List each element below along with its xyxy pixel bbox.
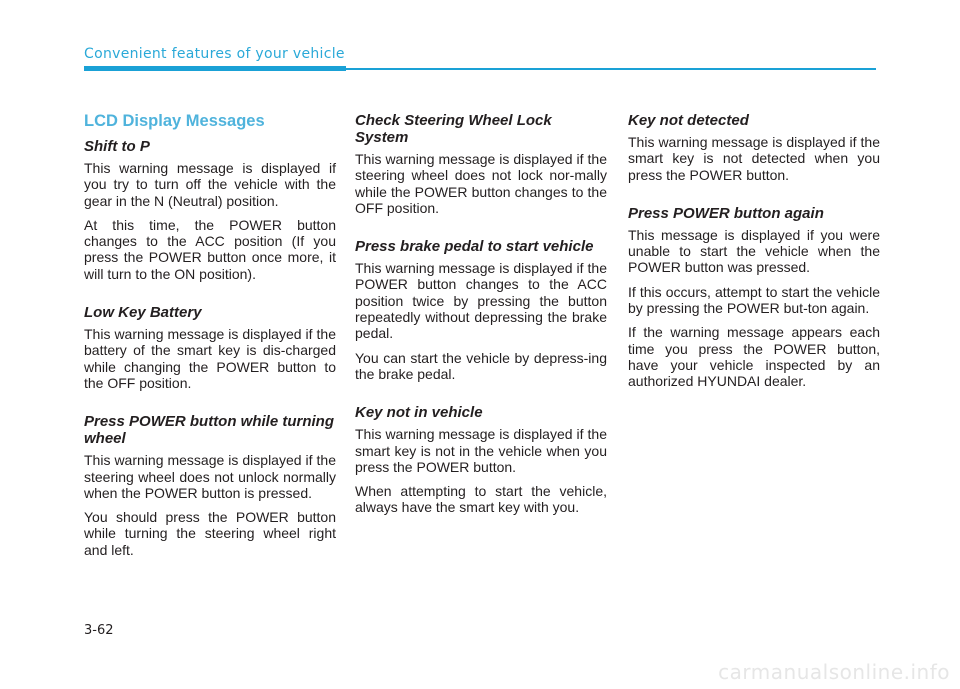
- header-rule-thin: [346, 68, 876, 70]
- paragraph: This warning message is displayed if you try to turn off the vehicle with the gear in the N (Neutral) position.: [84, 160, 336, 209]
- subheading-low-key-battery: Low Key Battery: [84, 304, 202, 322]
- page-number: 3-62: [84, 623, 114, 638]
- column-3: [628, 112, 880, 398]
- paragraph: This warning message is displayed if the steering wheel does not unlock normally when the POWER button is pressed.: [84, 452, 336, 501]
- subheading-shift-to-p: Shift to P: [84, 138, 150, 155]
- paragraph: If the warning message appears each time you press the POWER button, have your vehicle inspected by an authorized HYUNDAI dealer.: [628, 324, 880, 390]
- header-title: Convenient features of your vehicle: [84, 46, 345, 62]
- column-2: [355, 112, 607, 524]
- subheading-key-not-in-vehicle: Key not in vehicle: [355, 404, 483, 422]
- paragraph: When attempting to start the vehicle, always have the smart key with you.: [355, 483, 607, 516]
- paragraph: You should press the POWER button while turning the steering wheel right and left.: [84, 509, 336, 558]
- paragraph: This warning message is displayed if the steering wheel does not lock nor-mally while the POWER button changes to the OFF position.: [355, 151, 607, 216]
- paragraph: This warning message is displayed if the smart key is not in the vehicle when you press the POWER button.: [355, 426, 607, 475]
- paragraph: This message is displayed if you were unable to start the vehicle when the POWER button was pressed.: [628, 226, 880, 276]
- subheading-key-not-detected: Key not detected: [628, 112, 749, 129]
- paragraph: This warning message is displayed if the POWER button changes to the ACC position twice by pressing the button repeatedly without depressing the brake pedal.: [355, 260, 607, 342]
- section-title: LCD Display Messages: [84, 112, 265, 130]
- paragraph: This warning message is displayed if the battery of the smart key is dis-charged while changing the POWER button to the OFF position.: [84, 326, 336, 391]
- column-1: [84, 112, 336, 566]
- paragraph: You can start the vehicle by depress-ing the brake pedal.: [355, 349, 607, 382]
- watermark: carmanualsonline.info: [718, 660, 950, 684]
- paragraph: If this occurs, attempt to start the vehicle by pressing the POWER but-ton again.: [628, 283, 880, 317]
- paragraph: At this time, the POWER button changes to the ACC position (If you press the POWER button once more, it will turn to the ON position).: [84, 216, 336, 282]
- subheading-press-brake-pedal: Press brake pedal to start vehicle: [355, 238, 594, 256]
- subheading-press-power-while-turning: Press POWER button while turning wheel: [84, 413, 335, 448]
- header-rule-thick: [84, 66, 346, 71]
- subheading-check-steering-wheel-lock: Check Steering Wheel Lock System: [355, 112, 552, 146]
- paragraph: This warning message is displayed if the smart key is not detected when you press the POWER button.: [628, 134, 880, 183]
- subheading-press-power-again: Press POWER button again: [628, 204, 824, 222]
